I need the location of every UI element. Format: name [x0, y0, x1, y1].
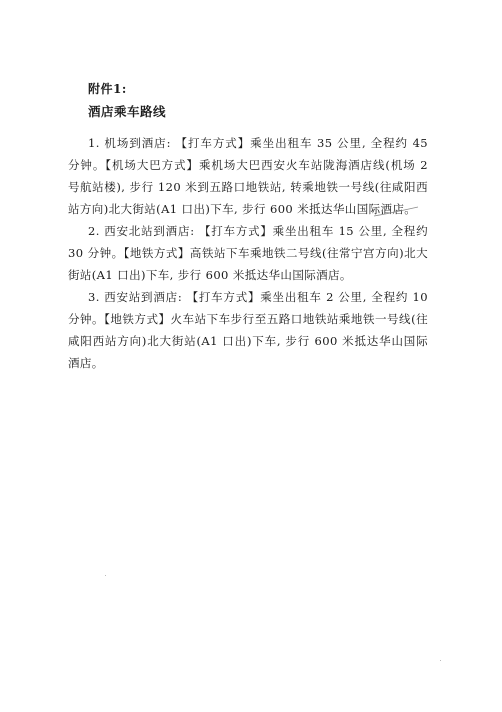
route-airport-paragraph: 1. 机场到酒店: 【打车方式】乘坐出租车 35 公里, 全程约 45 分钟。【机场大巴方式】乘机场大巴西安火车站陇海酒店线(机场 2 号航站楼), 步行 120 米到五路口地铁站, 转乘地铁一号线(往咸阳西站方向)北大街站(A1 口出)下车, 步行 600 米抵达华山国际酒店。 — [68, 136, 428, 216]
route-instructions — [68, 132, 428, 374]
route-xian-north-paragraph: 2. 西安北站到酒店: 【打车方式】乘坐出租车 15 公里, 全程约 30 分钟。【地铁方式】高铁站下车乘地铁二号线(往常宁宫方向)北大街站(A1 口出)下车, 步行 600 米抵达华山国际酒店。 — [68, 224, 428, 282]
scan-speck — [105, 575, 106, 576]
scan-speck — [440, 660, 441, 661]
attachment-label: 附件1: — [88, 82, 127, 96]
document-heading: 酒店乘车路线 — [88, 104, 167, 119]
route-xian-station-paragraph: 3. 西安站到酒店: 【打车方式】乘坐出租车 2 公里, 全程约 10 分钟。【地铁方式】火车站下车步行至五路口地铁站乘地铁一号线(往咸阳西站方向)北大街站(A1 口出)下车, 步行 600 米抵达华山国际酒店。 — [68, 290, 428, 370]
